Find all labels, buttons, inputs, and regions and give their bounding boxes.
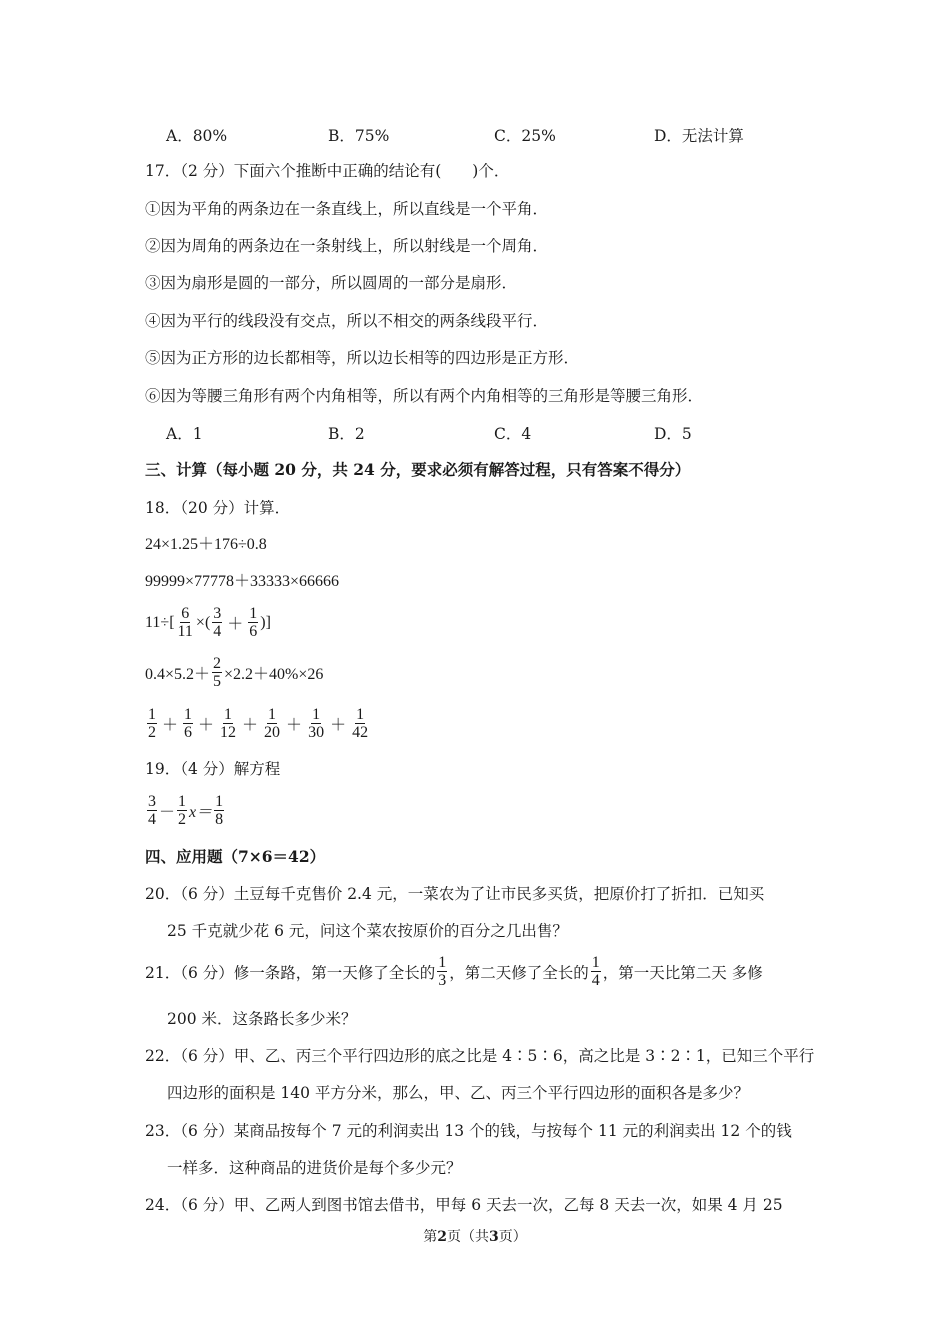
fraction: $\frac{6}{11}$ bbox=[177, 605, 193, 640]
q18-expression-2: 99999×77778＋33333×66666 bbox=[145, 573, 340, 590]
q18-expression-4: 0.4×5.2＋ $\frac{2}{5}$ ×2.2＋40%×26 bbox=[145, 655, 324, 690]
q17-item-1: ①因为平角的两条边在一条直线上，所以直线是一个平角． bbox=[145, 200, 549, 218]
section-4-heading: 四、应用题（7×6＝42） bbox=[145, 847, 326, 866]
q20-line-1: 20．（6 分）土豆每千克售价 2.4 元，一菜农为了让市民多买货，把原价打了折扣．已知买 bbox=[145, 885, 765, 903]
q17-option-b: B．2 bbox=[328, 425, 365, 443]
q21-line-2: 200 米．这条路长多少米？ bbox=[167, 1010, 357, 1028]
q17-option-c: C．4 bbox=[494, 425, 532, 443]
fraction: $\frac{1}{2}$ bbox=[178, 793, 187, 828]
fraction: $\frac{1}{42}$ bbox=[352, 706, 369, 741]
q20-line-2: 25 千克就少花 6 元，问这个菜农按原价的百分之几出售？ bbox=[167, 922, 568, 940]
q17-item-4: ④因为平行的线段没有交点，所以不相交的两条线段平行． bbox=[145, 312, 549, 330]
q19-equation: $\frac{3}{4}$ － $\frac{1}{2}$ x＝ $\frac{1}{8}$ bbox=[148, 793, 224, 828]
section-3-heading: 三、计算（每小题 20 分，共 24 分，要求必须有解答过程，只有答案不得分） bbox=[145, 460, 691, 479]
fraction: $\frac{1}{8}$ bbox=[215, 793, 224, 828]
q17-item-2: ②因为周角的两条边在一条射线上，所以射线是一个周角． bbox=[145, 237, 549, 255]
q17-item-3: ③因为扇形是圆的一部分，所以圆周的一部分是扇形． bbox=[145, 274, 518, 292]
total-pages-number: 3 bbox=[489, 1229, 499, 1245]
fraction: $\frac{1}{4}$ bbox=[591, 954, 600, 989]
fraction: $\frac{1}{30}$ bbox=[308, 706, 325, 741]
fraction: $\frac{1}{2}$ bbox=[148, 706, 156, 741]
q24-line-1: 24．（6 分）甲、乙两人到图书馆去借书，甲每 6 天去一次，乙每 8 天去一次，如果 4 月 25 bbox=[145, 1196, 783, 1214]
q18-expression-5: $\frac{1}{2}$ ＋ $\frac{1}{6}$ ＋ $\frac{1}{12}$ ＋ $\frac{1}{20}$ ＋ $\frac{1}{30}$ ＋ $\frac{1}{42}$ bbox=[148, 706, 369, 741]
fraction: $\frac{1}{20}$ bbox=[264, 706, 281, 741]
q17-stem: 17．（2 分）下面六个推断中正确的结论有( )个． bbox=[145, 162, 510, 180]
q17-option-d: D．5 bbox=[654, 425, 692, 443]
q18-expression-1: 24×1.25＋176÷0.8 bbox=[145, 536, 267, 553]
fraction: $\frac{3}{4}$ bbox=[148, 793, 156, 828]
fraction: $\frac{1}{6}$ bbox=[249, 605, 258, 640]
q18-stem: 18．（20 分）计算． bbox=[145, 499, 291, 517]
q17-item-6: ⑥因为等腰三角形有两个内角相等，所以有两个内角相等的三角形是等腰三角形． bbox=[145, 387, 704, 405]
q16-option-a: A．80% bbox=[166, 127, 228, 145]
q23-line-2: 一样多．这种商品的进货价是每个多少元？ bbox=[167, 1159, 462, 1177]
fraction: $\frac{1}{3}$ bbox=[438, 954, 447, 989]
q17-option-a: A．1 bbox=[166, 425, 203, 443]
q18-expression-3: 11÷[ $\frac{6}{11}$ ×( $\frac{3}{4}$ ＋ $\frac{1}{6}$ )] bbox=[145, 605, 271, 640]
q16-option-c: C．25% bbox=[494, 127, 556, 145]
q22-line-1: 22．（6 分）甲、乙、丙三个平行四边形的底之比是 4∶5∶6，高之比是 3∶2∶1，已知三个平行 bbox=[145, 1047, 815, 1065]
q17-item-5: ⑤因为正方形的边长都相等，所以边长相等的四边形是正方形． bbox=[145, 349, 580, 367]
fraction: $\frac{1}{12}$ bbox=[220, 706, 237, 741]
q19-stem: 19．（4 分）解方程 bbox=[145, 760, 281, 778]
q22-line-2: 四边形的面积是 140 平方分米，那么，甲、乙、丙三个平行四边形的面积各是多少？ bbox=[167, 1084, 749, 1102]
page-footer: 第2页（共3页） bbox=[423, 1229, 527, 1245]
current-page-number: 2 bbox=[437, 1229, 447, 1245]
fraction: $\frac{2}{5}$ bbox=[213, 655, 222, 690]
q16-option-d: D．无法计算 bbox=[654, 127, 744, 145]
fraction: $\frac{3}{4}$ bbox=[213, 605, 222, 640]
q21-line-1: 21．（6 分）修一条路，第一天修了全长的 $\frac{1}{3}$ ，第二天修了全长的 $\frac{1}{4}$ ，第一天比第二天 多修 bbox=[145, 954, 763, 989]
fraction: $\frac{1}{6}$ bbox=[184, 706, 193, 741]
q16-option-b: B．75% bbox=[328, 127, 390, 145]
q23-line-1: 23．（6 分）某商品按每个 7 元的利润卖出 13 个的钱，与按每个 11 元的利润卖出 12 个的钱 bbox=[145, 1122, 792, 1140]
